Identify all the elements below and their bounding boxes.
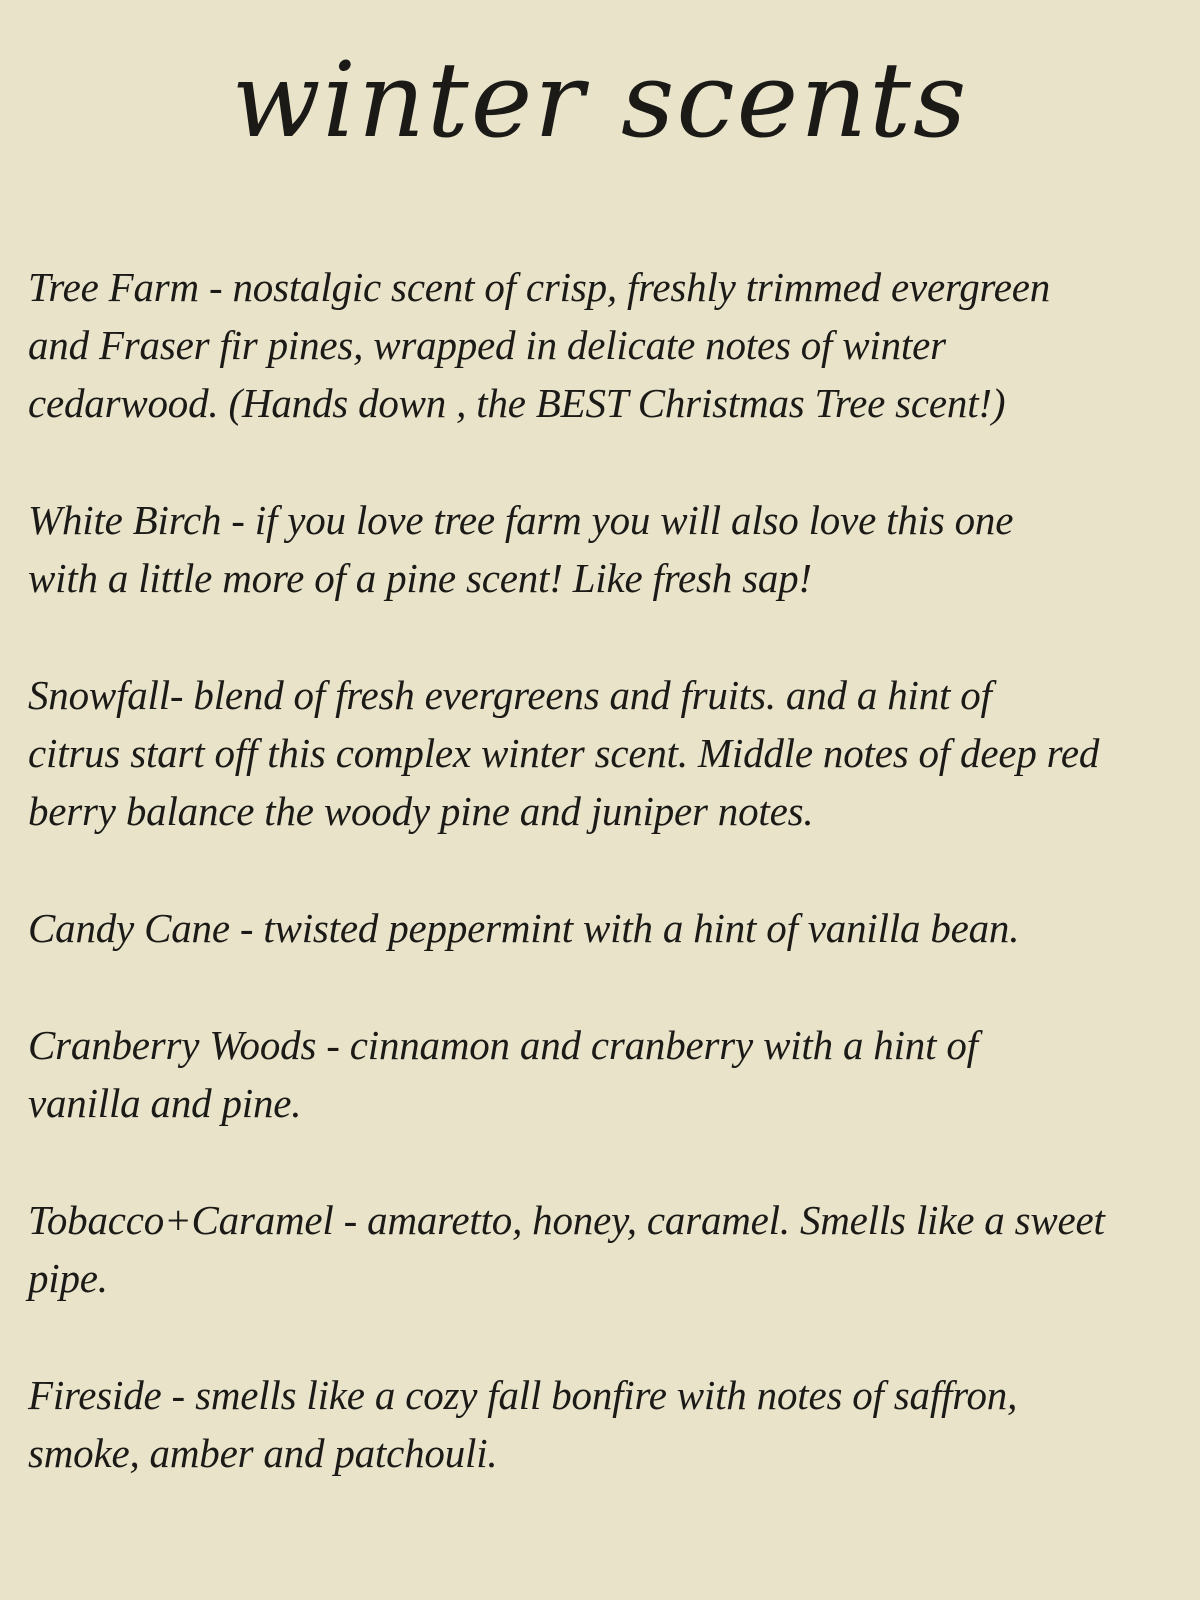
scent-description-snowfall: Snowfall- blend of fresh evergreens and fruits. and a hint of citrus start off this complex winter scent. Middle notes of deep red berry balance the woody pine and juniper notes.	[28, 672, 1100, 834]
scent-description-tobacco-caramel: Tobacco+Caramel - amaretto, honey, caramel. Smells like a sweet pipe.	[28, 1197, 1105, 1301]
scent-description-tree-farm: Tree Farm - nostalgic scent of crisp, freshly trimmed evergreen and Fraser fir pines, wrapped in delicate notes of winter cedarwood. (Hands down , the BEST Christmas Tree scent!)	[28, 264, 1051, 426]
scent-description-fireside: Fireside - smells like a cozy fall bonfire with notes of saffron, smoke, amber and patchouli.	[28, 1372, 1018, 1476]
scent-description-candy-cane: Candy Cane - twisted peppermint with a hint of vanilla bean.	[28, 905, 1020, 951]
scent-list	[28, 258, 1178, 1541]
scent-description-cranberry-woods: Cranberry Woods - cinnamon and cranberry with a hint of vanilla and pine.	[28, 1022, 978, 1126]
page-title: winter scents	[231, 39, 969, 161]
scent-description-white-birch: White Birch - if you love tree farm you will also love this one with a little more of a pine scent! Like fresh sap!	[28, 497, 1014, 601]
